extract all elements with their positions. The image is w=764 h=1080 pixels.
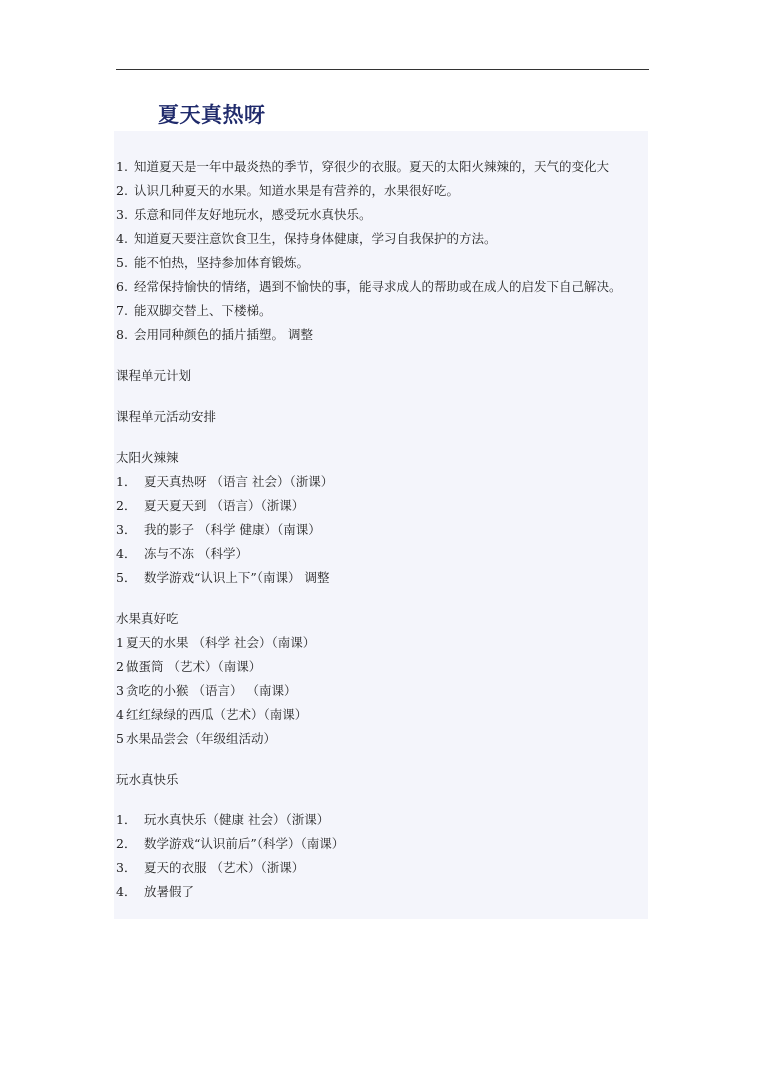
goal-text: 认识几种夏天的水果。知道水果是有营养的，水果很好吃。 [134, 183, 460, 198]
activity-number: 5． [116, 570, 137, 585]
activity-text: 夏天夏天到 （语言）（浙课） [144, 498, 305, 513]
activity-text: 放暑假了 [144, 884, 195, 899]
activity-number: 4． [116, 546, 137, 561]
activity-number: 2． [116, 836, 137, 851]
activity-item [116, 631, 661, 655]
section-heading-water: 玩水真快乐 [116, 772, 179, 787]
activity-number: 3 [116, 683, 124, 698]
goal-text: 经常保持愉快的情绪，遇到不愉快的事，能寻求成人的帮助或在成人的启发下自己解决。 [134, 279, 622, 294]
goal-item [116, 203, 661, 227]
document-content [116, 155, 661, 904]
activity-number: 2． [116, 498, 137, 513]
activity-text: 我的影子 （科学 健康）（南课） [144, 522, 321, 537]
activity-number: 1． [116, 474, 137, 489]
goal-number: 5. [116, 255, 128, 270]
activity-heading: 课程单元活动安排 [116, 409, 217, 424]
activity-text: 冻与不冻 （科学） [144, 546, 248, 561]
activity-number: 2 [116, 659, 124, 674]
goal-text: 会用同种颜色的插片插塑。 调整 [134, 327, 313, 342]
goal-number: 7. [116, 303, 128, 318]
document-title: 夏天真热呀 [158, 102, 266, 127]
activity-item [116, 832, 661, 856]
activity-number: 3． [116, 522, 137, 537]
section-heading-fruit: 水果真好吃 [116, 611, 179, 626]
goal-text: 能双脚交替上、下楼梯。 [134, 303, 272, 318]
section-heading-sun: 太阳火辣辣 [116, 450, 179, 465]
unit-plan-heading: 课程单元计划 [116, 368, 192, 383]
activity-item [116, 856, 661, 880]
goal-item [116, 251, 661, 275]
activity-text: 水果品尝会（年级组活动） [126, 731, 277, 746]
activity-item [116, 566, 661, 590]
activity-number: 3． [116, 860, 137, 875]
goal-text: 知道夏天要注意饮食卫生，保持身体健康，学习自我保护的方法。 [134, 231, 497, 246]
goal-text: 知道夏天是一年中最炎热的季节，穿很少的衣服。夏天的太阳火辣辣的，天气的变化大 [134, 159, 610, 174]
activity-item [116, 808, 661, 832]
goal-item [116, 275, 661, 299]
goal-number: 2. [116, 183, 128, 198]
activity-text: 做蛋筒 （艺术）（南课） [126, 659, 262, 674]
activity-item [116, 679, 661, 703]
goal-number: 6. [116, 279, 128, 294]
water-activity-list [116, 808, 661, 904]
activity-text: 数学游戏“认识上下”（南课） 调整 [144, 570, 330, 585]
activity-text: 贪吃的小猴 （语言） （南课） [126, 683, 297, 698]
activity-text: 夏天的衣服 （艺术）（浙课） [144, 860, 305, 875]
activity-item [116, 494, 661, 518]
goal-list [116, 155, 661, 347]
goal-number: 1. [116, 159, 128, 174]
activity-item [116, 518, 661, 542]
sun-activity-list [116, 470, 661, 590]
activity-number: 1 [116, 635, 124, 650]
goal-number: 8. [116, 327, 128, 342]
goal-item [116, 299, 661, 323]
goal-text: 乐意和同伴友好地玩水，感受玩水真快乐。 [134, 207, 372, 222]
activity-text: 夏天真热呀 （语言 社会）（浙课） [144, 474, 334, 489]
fruit-activity-list [116, 631, 661, 751]
activity-text: 数学游戏“认识前后”（科学）（南课） [144, 836, 345, 851]
header-rule [116, 69, 649, 70]
activity-text: 夏天的水果 （科学 社会）（南课） [126, 635, 316, 650]
activity-number: 1． [116, 812, 137, 827]
goal-item [116, 155, 661, 179]
activity-number: 4． [116, 884, 137, 899]
activity-text: 玩水真快乐（健康 社会）（浙课） [144, 812, 330, 827]
activity-item [116, 655, 661, 679]
activity-item [116, 542, 661, 566]
activity-text: 红红绿绿的西瓜（艺术）（南课） [126, 707, 308, 722]
goal-item [116, 227, 661, 251]
activity-item [116, 880, 661, 904]
activity-item [116, 470, 661, 494]
goal-item [116, 323, 661, 347]
activity-number: 4 [116, 707, 124, 722]
goal-number: 3. [116, 207, 128, 222]
activity-item [116, 703, 661, 727]
activity-item [116, 727, 661, 751]
activity-number: 5 [116, 731, 124, 746]
goal-text: 能不怕热，坚持参加体育锻炼。 [134, 255, 310, 270]
goal-item [116, 179, 661, 203]
goal-number: 4. [116, 231, 128, 246]
